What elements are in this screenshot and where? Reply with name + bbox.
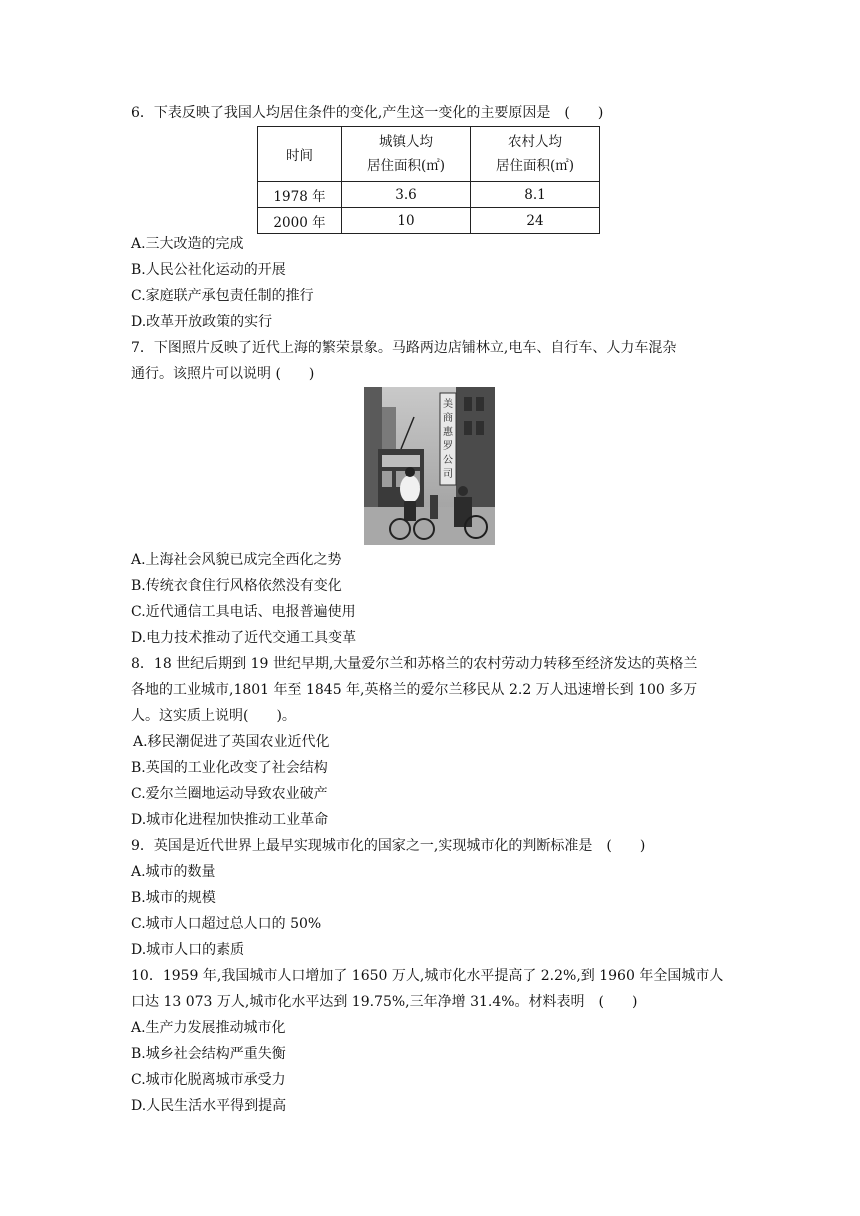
svg-text:商: 商 bbox=[443, 413, 453, 424]
table-row bbox=[258, 182, 600, 208]
q10-option-d: D.人民生活水平得到提高 bbox=[131, 1098, 287, 1114]
q9-option-a: A.城市的数量 bbox=[131, 864, 216, 880]
q8-option-c: C.爱尔兰圈地运动导致农业破产 bbox=[131, 786, 328, 802]
q8-stem-line1: 8．18 世纪后期到 19 世纪早期,大量爱尔兰和苏格兰的农村劳动力转移至经济发达的英格兰 bbox=[131, 656, 698, 672]
table-row bbox=[258, 208, 600, 234]
table-cell-rural: 8.1 bbox=[471, 182, 600, 208]
table-header-urban bbox=[342, 127, 471, 182]
q6-option-a: A.三大改造的完成 bbox=[131, 236, 244, 252]
housing-table bbox=[257, 126, 600, 234]
q10-stem-line2: 口达 13 073 万人,城市化水平达到 19.75%,三年净增 31.4%。材料表明 ( ) bbox=[131, 994, 638, 1010]
q8-option-d: D.城市化进程加快推动工业革命 bbox=[131, 812, 329, 828]
photo-image bbox=[364, 387, 495, 545]
q9-option-c: C.城市人口超过总人口的 50% bbox=[131, 916, 322, 932]
q10-stem-line1: 10．1959 年,我国城市人口增加了 1650 万人,城市化水平提高了 2.2%,到 1960 年全国城市人 bbox=[131, 968, 724, 984]
header-urban-line2: 居住面积(㎡) bbox=[366, 158, 446, 174]
q10-option-c: C.城市化脱离城市承受力 bbox=[131, 1072, 286, 1088]
table-cell-year: 2000 年 bbox=[258, 208, 342, 234]
q8-option-a: A.移民潮促进了英国农业近代化 bbox=[133, 734, 330, 750]
q10-option-b: B.城乡社会结构严重失衡 bbox=[131, 1046, 286, 1062]
header-rural-line1: 农村人均 bbox=[508, 134, 562, 150]
q8-option-b: B.英国的工业化改变了社会结构 bbox=[131, 760, 328, 776]
svg-text:罗: 罗 bbox=[443, 441, 453, 452]
table-cell-rural: 24 bbox=[471, 208, 600, 234]
q6-option-d: D.改革开放政策的实行 bbox=[131, 314, 273, 330]
q9-stem: 9．英国是近代世界上最早实现城市化的国家之一,实现城市化的判断标准是 ( ) bbox=[131, 838, 646, 854]
q7-option-c: C.近代通信工具电话、电报普遍使用 bbox=[131, 604, 356, 620]
table-cell-urban: 10 bbox=[342, 208, 471, 234]
q10-option-a: A.生产力发展推动城市化 bbox=[131, 1020, 286, 1036]
q6-option-c: C.家庭联产承包责任制的推行 bbox=[131, 288, 314, 304]
table-header-time: 时间 bbox=[258, 127, 342, 182]
q7-stem-line1: 7．下图照片反映了近代上海的繁荣景象。马路两边店铺林立,电车、自行车、人力车混杂 bbox=[131, 340, 677, 356]
header-rural-line2: 居住面积(㎡) bbox=[495, 158, 575, 174]
q9-option-b: B.城市的规模 bbox=[131, 890, 216, 906]
svg-text:公: 公 bbox=[443, 455, 453, 466]
q7-option-d: D.电力技术推动了近代交通工具变革 bbox=[131, 630, 357, 646]
header-urban-line1: 城镇人均 bbox=[379, 134, 433, 150]
svg-text:司: 司 bbox=[443, 469, 453, 480]
q8-stem-line2: 各地的工业城市,1801 年至 1845 年,英格兰的爱尔兰移民从 2.2 万人迅速增长到 100 多万 bbox=[131, 682, 698, 698]
q9-option-d: D.城市人口的素质 bbox=[131, 942, 245, 958]
q8-stem-line3: 人。这实质上说明( )。 bbox=[131, 708, 296, 724]
svg-text:惠: 惠 bbox=[443, 427, 453, 438]
shanghai-street-photo bbox=[364, 387, 495, 545]
q6-stem: 6．下表反映了我国人均居住条件的变化,产生这一变化的主要原因是 ( ) bbox=[131, 105, 604, 121]
table-cell-urban: 3.6 bbox=[342, 182, 471, 208]
q7-option-b: B.传统衣食住行风格依然没有变化 bbox=[131, 578, 342, 594]
q6-option-b: B.人民公社化运动的开展 bbox=[131, 262, 286, 278]
svg-text:美: 美 bbox=[443, 399, 453, 410]
q7-stem-line2: 通行。该照片可以说明 ( ) bbox=[131, 366, 315, 382]
table-cell-year: 1978 年 bbox=[258, 182, 342, 208]
table-header-rural bbox=[471, 127, 600, 182]
q7-option-a: A.上海社会风貌已成完全西化之势 bbox=[131, 552, 342, 568]
